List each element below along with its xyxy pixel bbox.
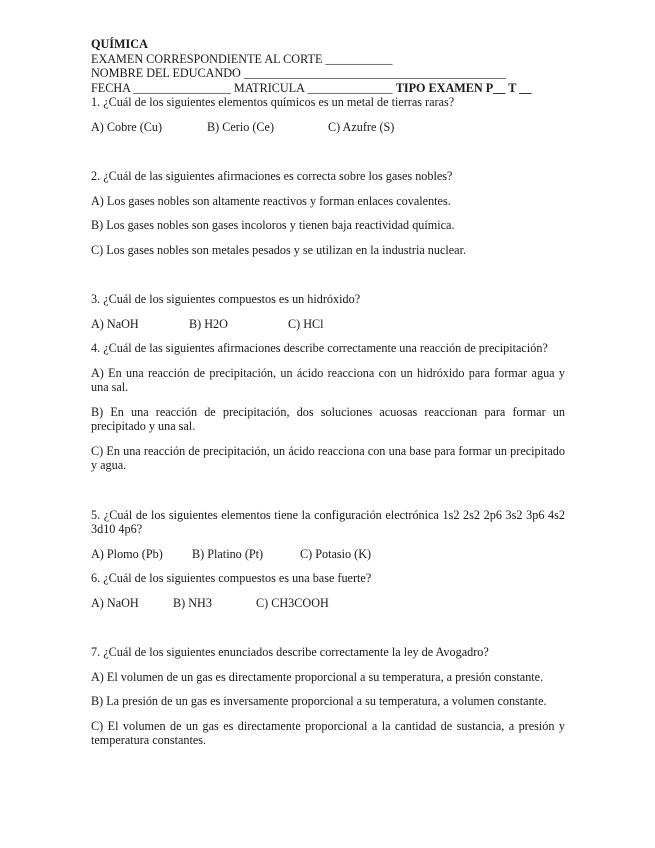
question-5-options <box>91 547 565 562</box>
question-6-text: 6. ¿Cuál de los siguientes compuestos es una base fuerte? <box>91 571 372 585</box>
question-3-text: 3. ¿Cuál de los siguientes compuestos es un hidróxido? <box>91 292 361 306</box>
option-a: A) NaOH <box>91 316 139 331</box>
option-c: C) Azufre (S) <box>328 119 395 134</box>
option-a: A) Plomo (Pb) <box>91 546 163 561</box>
question-7 <box>91 645 565 748</box>
option-b: B) Cerio (Ce) <box>207 119 275 134</box>
question-3 <box>91 292 565 331</box>
option-a: A) Cobre (Cu) <box>91 119 163 134</box>
question-6 <box>91 571 565 610</box>
question-5-text: 5. ¿Cuál de los siguientes elementos tiene la configuración electrónica 1s2 2s2 2p6 3s2 3p6 4s2 3d10 4p6? <box>91 507 565 536</box>
subject-title: QUÍMICA <box>91 37 148 51</box>
question-2-text: 2. ¿Cuál de las siguientes afirmaciones es correcta sobre los gases nobles? <box>91 169 453 183</box>
exam-content <box>91 37 565 748</box>
option-c: C) Potasio (K) <box>300 546 372 561</box>
question-1 <box>91 95 565 134</box>
question-5 <box>91 508 565 562</box>
option-a: A) El volumen de un gas es directamente proporcional a su temperatura, a presión constante. <box>91 669 544 684</box>
option-c: C) Los gases nobles son metales pesados y se utilizan en la industria nuclear. <box>91 242 467 257</box>
exam-header <box>91 37 565 95</box>
question-1-text: 1. ¿Cuál de los siguientes elementos químicos es un metal de tierras raras? <box>91 95 455 109</box>
option-c: C) El volumen de un gas es directamente proporcional a la cantidad de sustancia, a presión y temperatura constantes. <box>91 718 565 747</box>
option-b: B) Los gases nobles son gases incoloros y tienen baja reactividad química. <box>91 218 455 232</box>
option-c: C) En una reacción de precipitación, un ácido reacciona con una base para formar un precipitado y agua. <box>91 443 565 472</box>
option-a: A) En una reacción de precipitación, un ácido reacciona con un hidróxido para formar agua y una sal. <box>91 365 565 394</box>
question-7-text: 7. ¿Cuál de los siguientes enunciados describe correctamente la ley de Avogadro? <box>91 645 489 659</box>
option-b: B) H2O <box>189 316 228 331</box>
question-3-options <box>91 317 565 332</box>
exam-type-text: TIPO EXAMEN P__ T __ <box>395 80 532 95</box>
question-2 <box>91 169 565 257</box>
question-6-options <box>91 596 565 611</box>
option-b: B) Platino (Pt) <box>192 546 264 561</box>
option-c: C) HCl <box>288 316 324 331</box>
option-a: A) NaOH <box>91 595 139 610</box>
question-1-options <box>91 120 565 135</box>
date-enrollment-line <box>91 81 565 96</box>
question-4 <box>91 341 565 473</box>
option-b: B) La presión de un gas es inversamente proporcional a su temperatura, a volumen constante. <box>91 694 547 708</box>
student-name-line: NOMBRE DEL EDUCANDO ___________________________________________ <box>91 66 506 80</box>
option-b: B) En una reacción de precipitación, dos soluciones acuosas reaccionan para formar un precipitado y una sal. <box>91 404 565 433</box>
date-enrollment-text: FECHA ________________ MATRICULA ______________ <box>91 80 396 95</box>
option-a: A) Los gases nobles son altamente reactivos y forman enlaces covalentes. <box>91 193 451 208</box>
option-c: C) CH3COOH <box>256 595 329 610</box>
question-4-text: 4. ¿Cuál de las siguientes afirmaciones describe correctamente una reacción de precipitación? <box>91 341 548 355</box>
option-b: B) NH3 <box>173 595 212 610</box>
corte-line: EXAMEN CORRESPONDIENTE AL CORTE ___________ <box>91 51 393 66</box>
